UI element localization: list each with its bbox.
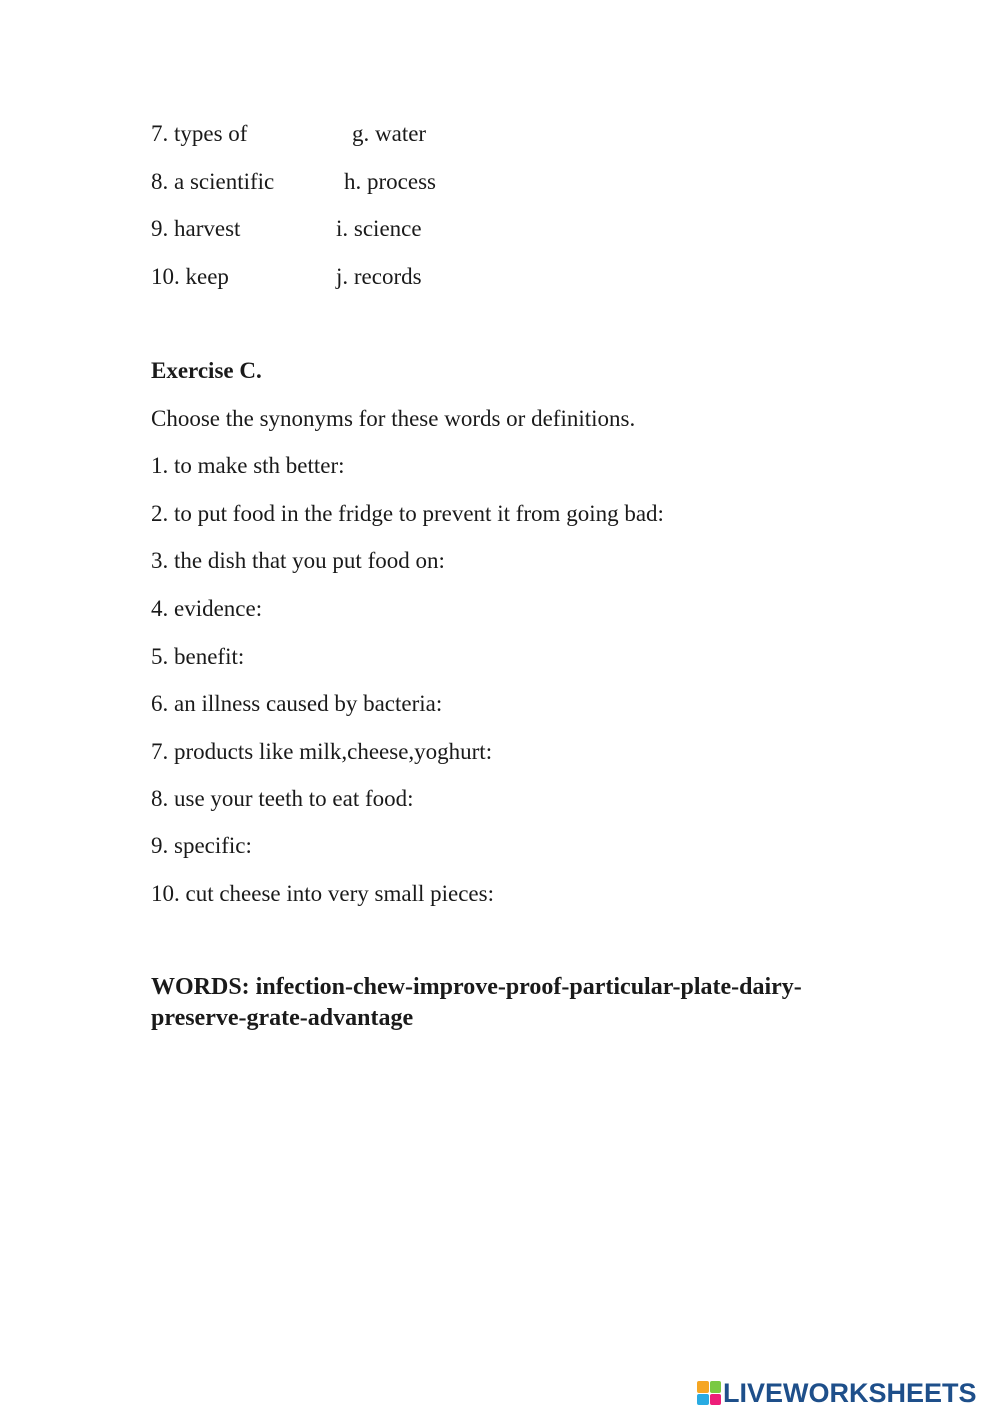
liveworksheets-logo-icon — [697, 1381, 721, 1405]
match-right-g: g. water — [352, 121, 427, 146]
match-right-h: h. process — [344, 169, 436, 194]
list-item: 3. the dish that you put food on: — [151, 548, 445, 573]
list-item: 9. specific: — [151, 833, 252, 858]
list-item: 8. use your teeth to eat food: — [151, 786, 414, 811]
exercise-c-title: Exercise C. — [151, 358, 262, 383]
exercise-c-instruction: Choose the synonyms for these words or definitions. — [151, 406, 636, 431]
match-left-8: 8. a scientific — [151, 169, 275, 194]
list-item: 4. evidence: — [151, 596, 263, 621]
list-item: 6. an illness caused by bacteria: — [151, 691, 443, 716]
word-bank: WORDS: infection-chew-improve-proof-particular-plate-dairy-preserve-grate-advantage — [151, 974, 802, 1031]
list-item: 2. to put food in the fridge to prevent it from going bad: — [151, 501, 664, 526]
list-item: 5. benefit: — [151, 644, 245, 669]
match-left-10: 10. keep — [151, 264, 229, 289]
liveworksheets-brand — [697, 1378, 977, 1408]
match-right-j: j. records — [336, 264, 422, 289]
list-item: 7. products like milk,cheese,yoghurt: — [151, 739, 493, 764]
list-item: 1. to make sth better: — [151, 453, 345, 478]
list-item: 10. cut cheese into very small pieces: — [151, 881, 494, 906]
match-left-7: 7. types of — [151, 121, 248, 146]
brand-name: LIVEWORKSHEETS — [723, 1377, 977, 1408]
match-row-10 — [151, 263, 551, 291]
match-left-9: 9. harvest — [151, 216, 241, 241]
match-row-8 — [151, 168, 551, 196]
match-row-7 — [151, 120, 551, 148]
match-row-9 — [151, 215, 551, 243]
match-right-i: i. science — [336, 216, 422, 241]
